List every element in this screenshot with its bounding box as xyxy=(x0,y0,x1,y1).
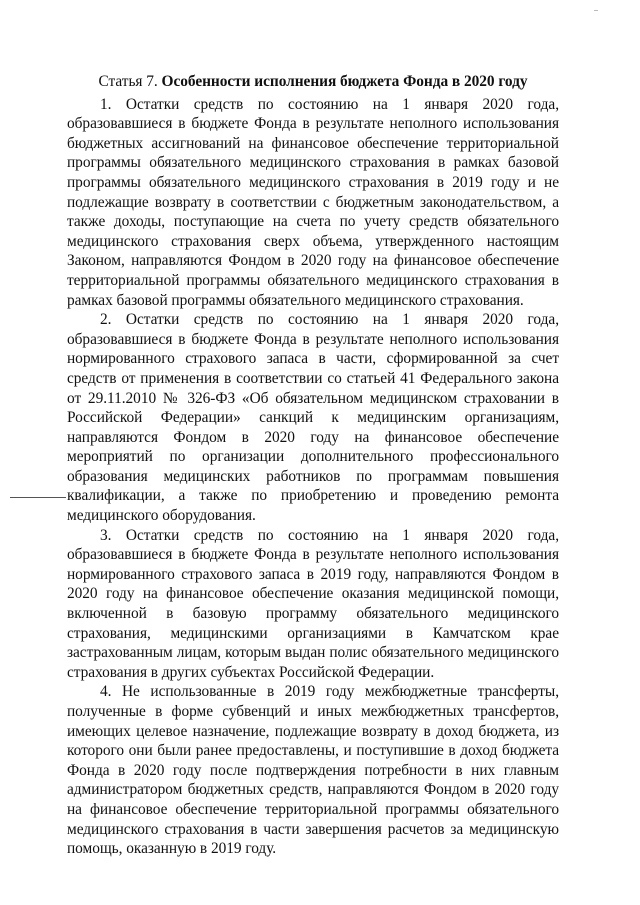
paragraph-1: 1. Остатки средств по состоянию на 1 января 2020 года, образовавшиеся в бюджете Фонда в результате неполного использования бюджетных ассигнований на финансовое обеспечение территориальной программы обязательного медицинского страхования в рамках базовой программы обязательного медицинского страхования в 2019 году и не подлежащие возврату в соответствии с бюджетным законодательством, а также доходы, поступающие на счета по учету средств обязательного медицинского страхования сверх объема, утвержденного настоящим Законом, направляются Фондом в 2020 году на финансовое обеспечение территориальной программы обязательного медицинского страхования в рамках базовой программы обязательного медицинского страхования. xyxy=(67,95,559,309)
article-heading xyxy=(67,72,559,92)
article-title: Особенности исполнения бюджета Фонда в 2020 году xyxy=(161,73,528,90)
paragraph-2: 2. Остатки средств по состоянию на 1 января 2020 года, образовавшиеся в бюджете Фонда в результате неполного использования нормированного страхового запаса в части, сформированной за счет средств от применения в соответствии со статьей 41 Федерального закона от 29.11.2010 № 326-ФЗ «Об обязательном медицинском страховании в Российской Федерации» санкций к медицинским организациям, направляются Фондом в 2020 году на финансовое обеспечение мероприятий по организации дополнительного профессионального образования медицинских работников по программам повышения квалификации, а также по приобретению и проведению ремонта медицинского оборудования. xyxy=(67,311,559,525)
scan-mark xyxy=(594,10,598,11)
paragraph-4: 4. Не использованные в 2019 году межбюджетные трансферты, полученные в форме субвенций и иных межбюджетных трансфертов, имеющих целевое назначение, подлежащие возврату в доход бюджета, из которого они были ранее предоставлены, и поступившие в доход бюджета Фонда в 2020 году после подтверждения потребности в них главным администратором бюджетных средств, направляются Фондом в 2020 году на финансовое обеспечение территориальной программы обязательного медицинского страхования в части завершения расчетов за медицинскую помощь, оказанную в 2019 году. xyxy=(67,683,559,858)
margin-line xyxy=(10,497,66,498)
article-number: Статья 7. xyxy=(98,73,158,90)
article-7 xyxy=(67,72,559,859)
paragraph-3: 3. Остатки средств по состоянию на 1 января 2020 года, образовавшиеся в бюджете Фонда в результате неполного использования нормированного страхового запаса в 2019 году, направляются Фондом в 2020 году на финансовое обеспечение оказания медицинской помощи, включенной в базовую программу обязательного медицинского страхования, медицинскими организациями в Камчатском крае застрахованным лицам, которым выдан полис обязательного медицинского страхования в других субъектах Российской Федерации. xyxy=(67,526,559,681)
